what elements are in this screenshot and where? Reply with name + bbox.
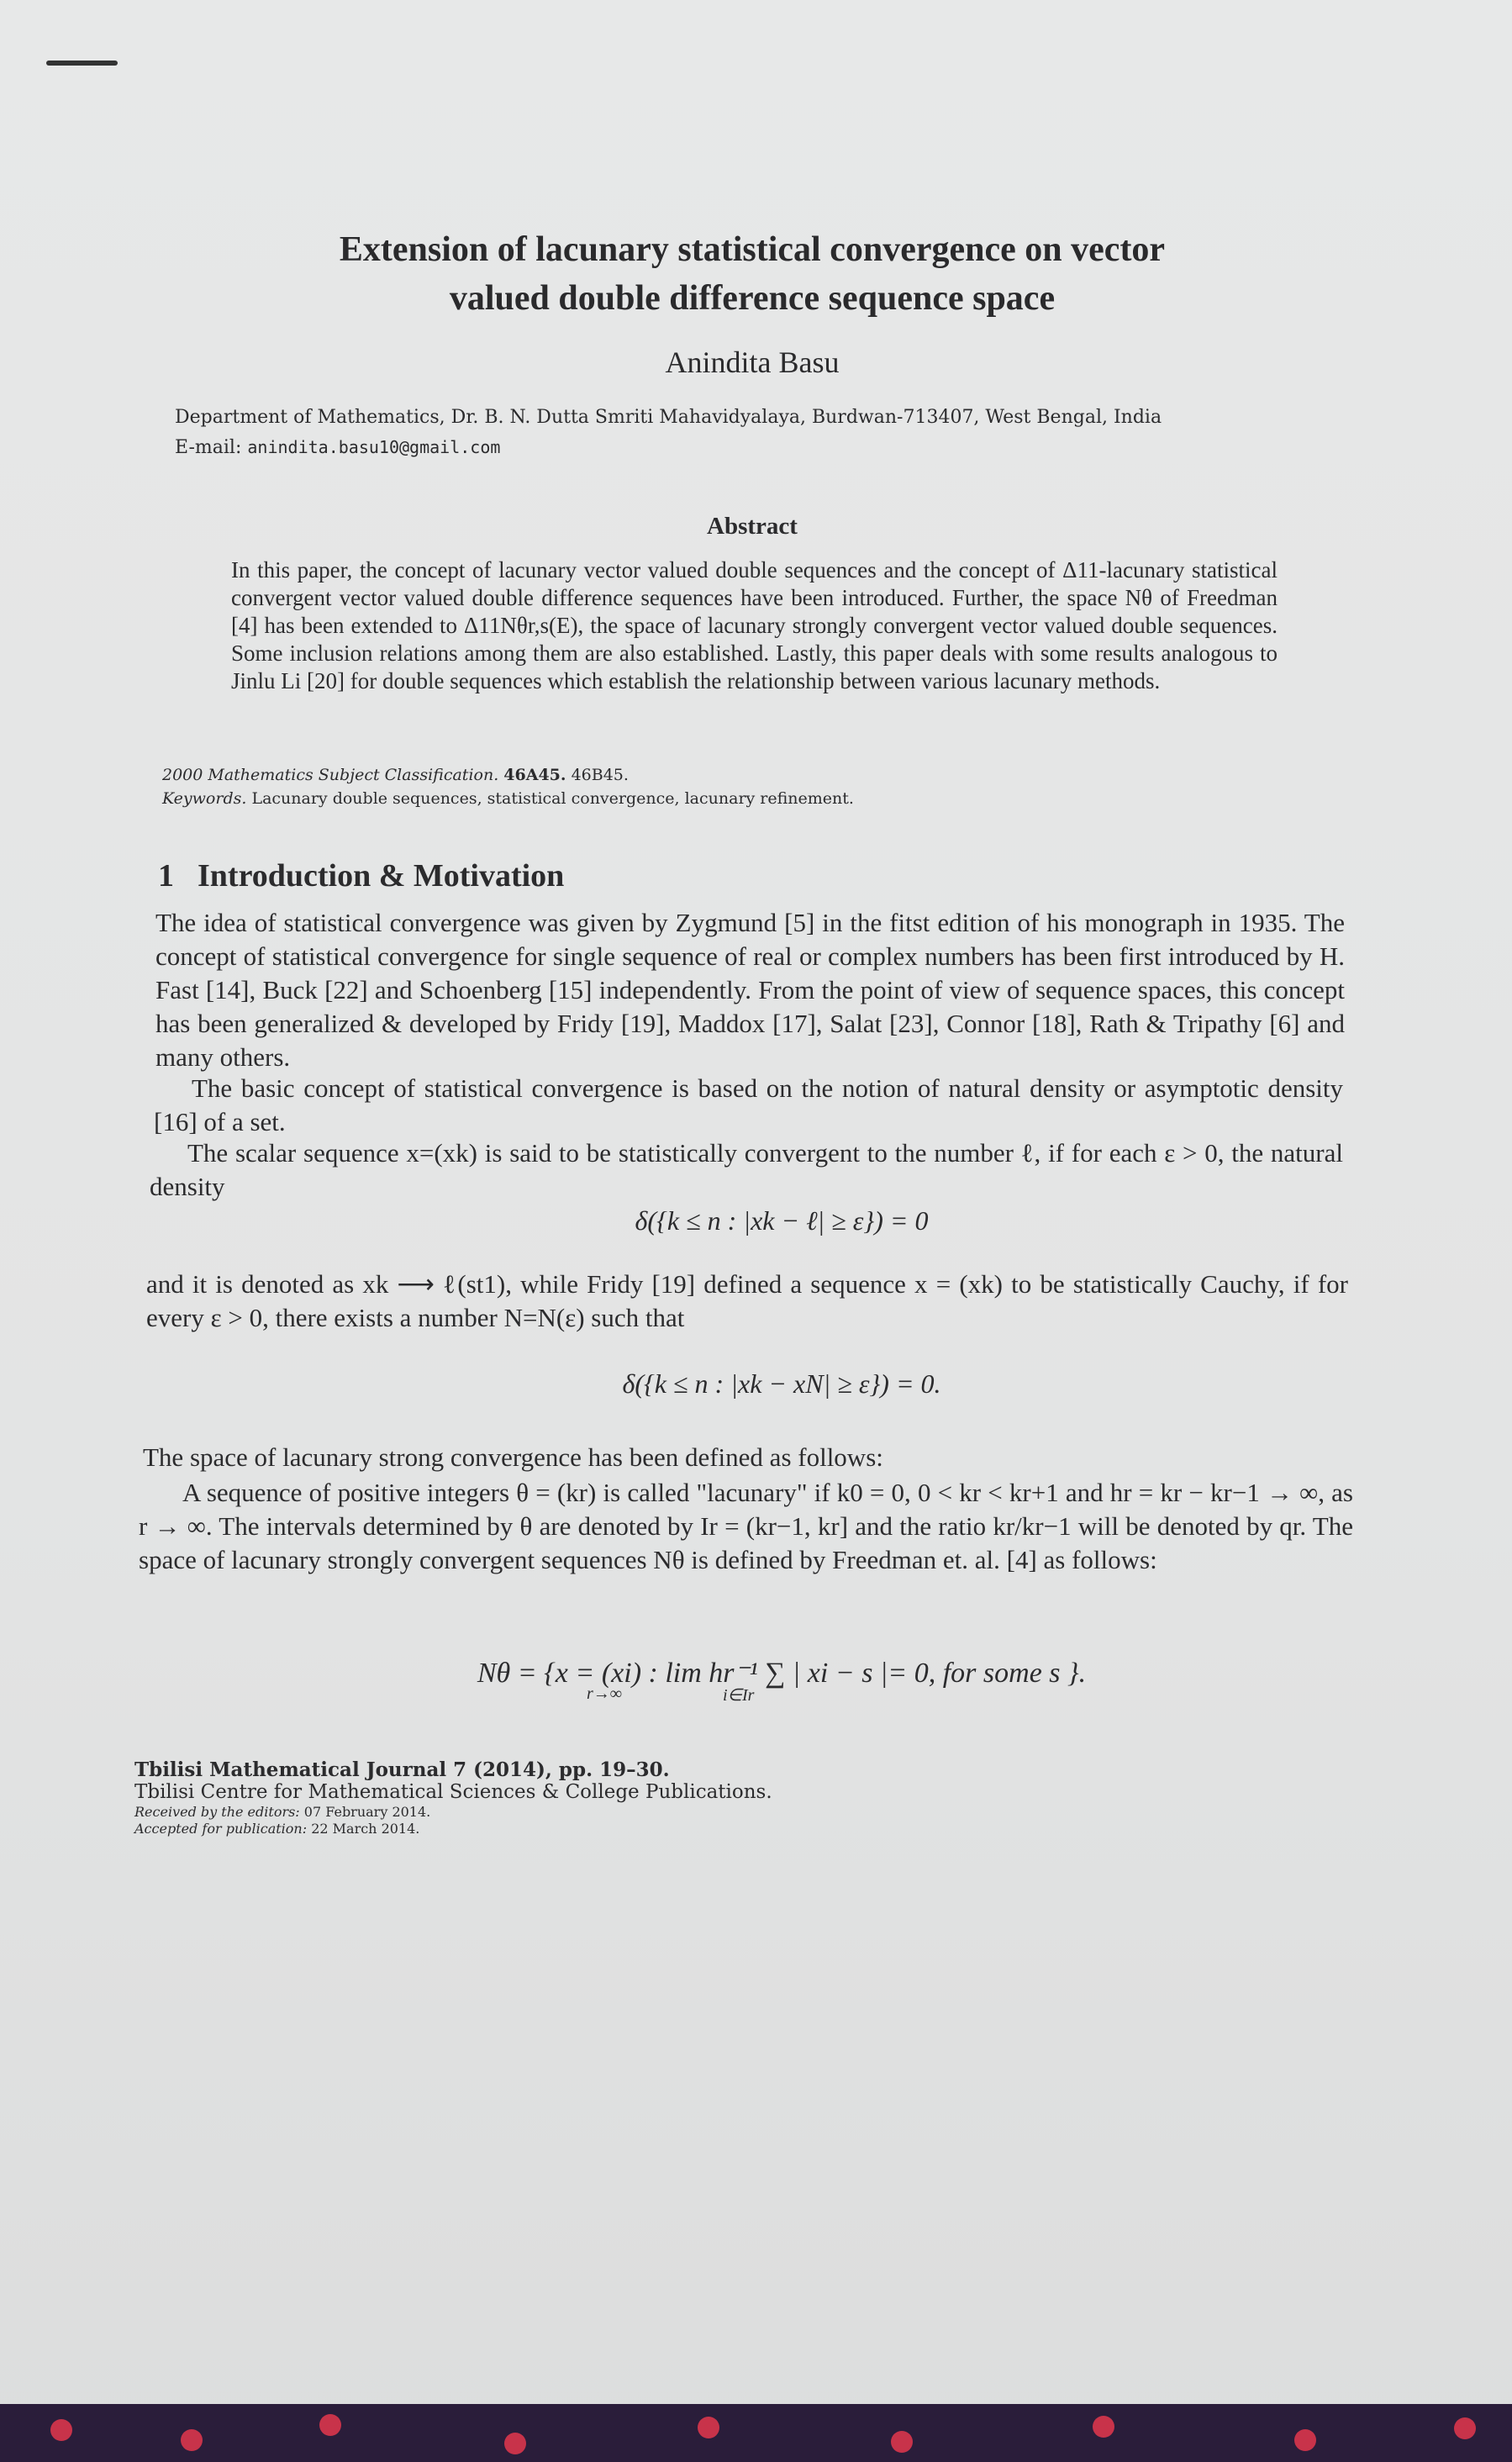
fabric-dot [891,2431,913,2453]
msc-secondary: 46B45. [571,766,629,784]
journal-footer [134,1758,1059,1837]
msc-line [162,763,1087,787]
keywords-label: Keywords. [162,789,247,808]
title-line-2: valued double difference sequence space [449,279,1056,318]
equation-3 [319,1656,1244,1711]
classification [162,763,1087,810]
paragraph-3: The scalar sequence x=(xk) is said to be statistically convergent to the number ℓ, if for each ε > 0, the natural density [150,1138,1343,1201]
msc-primary: 46A45. [503,766,566,784]
fabric-dot [50,2419,72,2441]
received-date: 07 February 2014. [303,1804,431,1820]
journal-citation: Tbilisi Mathematical Journal 7 (2014), pp. 19–30. [134,1758,670,1781]
title-line-1: Extension of lacunary statistical convergence on vector [339,230,1166,269]
section-heading [158,857,1083,894]
fabric-dot [319,2414,341,2436]
publisher: Tbilisi Centre for Mathematical Sciences & College Publications. [134,1781,772,1803]
section-number: 1 [158,858,174,894]
paragraph-4: and it is denoted as xk ⟶ ℓ(st1), while Fridy [19] defined a sequence x = (xk) to be statistically Cauchy, if for every ε > 0, there exists a number N=N(ε) such that [146,1269,1348,1332]
author-name: Anindita Basu [665,345,840,379]
pen-mark [46,61,118,66]
equation-1: δ({k ≤ n : |xk − ℓ| ≥ ε}) = 0 [635,1205,929,1236]
fabric-dot [1294,2429,1316,2451]
fabric-dot [181,2429,203,2451]
equation-2: δ({k ≤ n : |xk − xN| ≥ ε}) = 0. [622,1368,941,1399]
background-fabric [0,2404,1512,2462]
paragraph-1: The idea of statistical convergence was given by Zygmund [5] in the fitst edition of his monograph in 1935. The concept of statistical convergence for single sequence of real or complex numbers has been first introduced by H. Fast [14], Buck [22] and Schoenberg [15] independently. From the point of view of sequence spaces, this concept has been generalized & developed by Fridy [19], Maddox [17], Salat [23], Connor [18], Rath & Tripathy [6] and many others. [155,908,1345,1072]
email-label: E-mail: [175,437,242,458]
received-label: Received by the editors: [134,1804,300,1820]
paragraph-6: A sequence of positive integers θ = (kr) is called "lacunary" if k0 = 0, 0 < kr < kr+1 and hr = kr − kr−1 → ∞, as r → ∞. The intervals determined by θ are denoted by Ir = (kr−1, kr] and the ratio kr/kr−1 will be denoted by qr. The space of lacunary strongly convergent sequences Nθ is defined by Freedman et. al. [4] as follows: [139,1478,1353,1574]
paper-title [193,225,1311,323]
paragraph-2: The basic concept of statistical convergence is based on the notion of natural density or asymptotic density [16] of a set. [154,1073,1343,1136]
equation-3-main: Nθ = {x = (xi) : lim hr⁻¹ ∑ | xi − s |= 0, for some s }. [477,1658,1087,1689]
fabric-dot [504,2433,526,2454]
paragraph-5: The space of lacunary strong convergence has been defined as follows: [143,1442,883,1472]
keywords: Lacunary double sequences, statistical convergence, lacunary refinement. [251,789,854,808]
accepted-date: 22 March 2014. [311,1821,420,1837]
keywords-line [162,787,1087,810]
lim-subscript: r→∞ [587,1684,623,1703]
fabric-dot [1454,2417,1476,2439]
sum-subscript: i∈Ir [723,1686,755,1705]
equation-3-subscripts [319,1684,1244,1711]
received-line [134,1804,1059,1821]
accepted-line [134,1821,1059,1837]
fabric-dot [698,2417,719,2438]
section-title: Introduction & Motivation [198,858,565,894]
accepted-label: Accepted for publication: [134,1821,308,1837]
affiliation: Department of Mathematics, Dr. B. N. Dutta Smriti Mahavidyalaya, Burdwan-713407, West Bengal, India [175,407,1162,428]
abstract-text: In this paper, the concept of lacunary vector valued double sequences and the concept of Δ11-lacunary statistical convergent vector valued double difference sequences have been introduced. Further, the space Nθ of Freedman [4] has been extended to Δ11Nθr,s(E), the space of lacunary strongly convergent vector valued double sequences. Some inclusion relations among them are also established. Lastly, this paper deals with some results analogous to Jinlu Li [20] for double sequences which establish the relationship between various lacunary methods. [231,557,1278,693]
fabric-dot [1093,2416,1114,2438]
abstract-heading: Abstract [707,513,798,540]
msc-label: 2000 Mathematics Subject Classification. [162,766,499,784]
email-address: anindita.basu10@gmail.com [247,437,501,457]
email-line [175,437,931,458]
